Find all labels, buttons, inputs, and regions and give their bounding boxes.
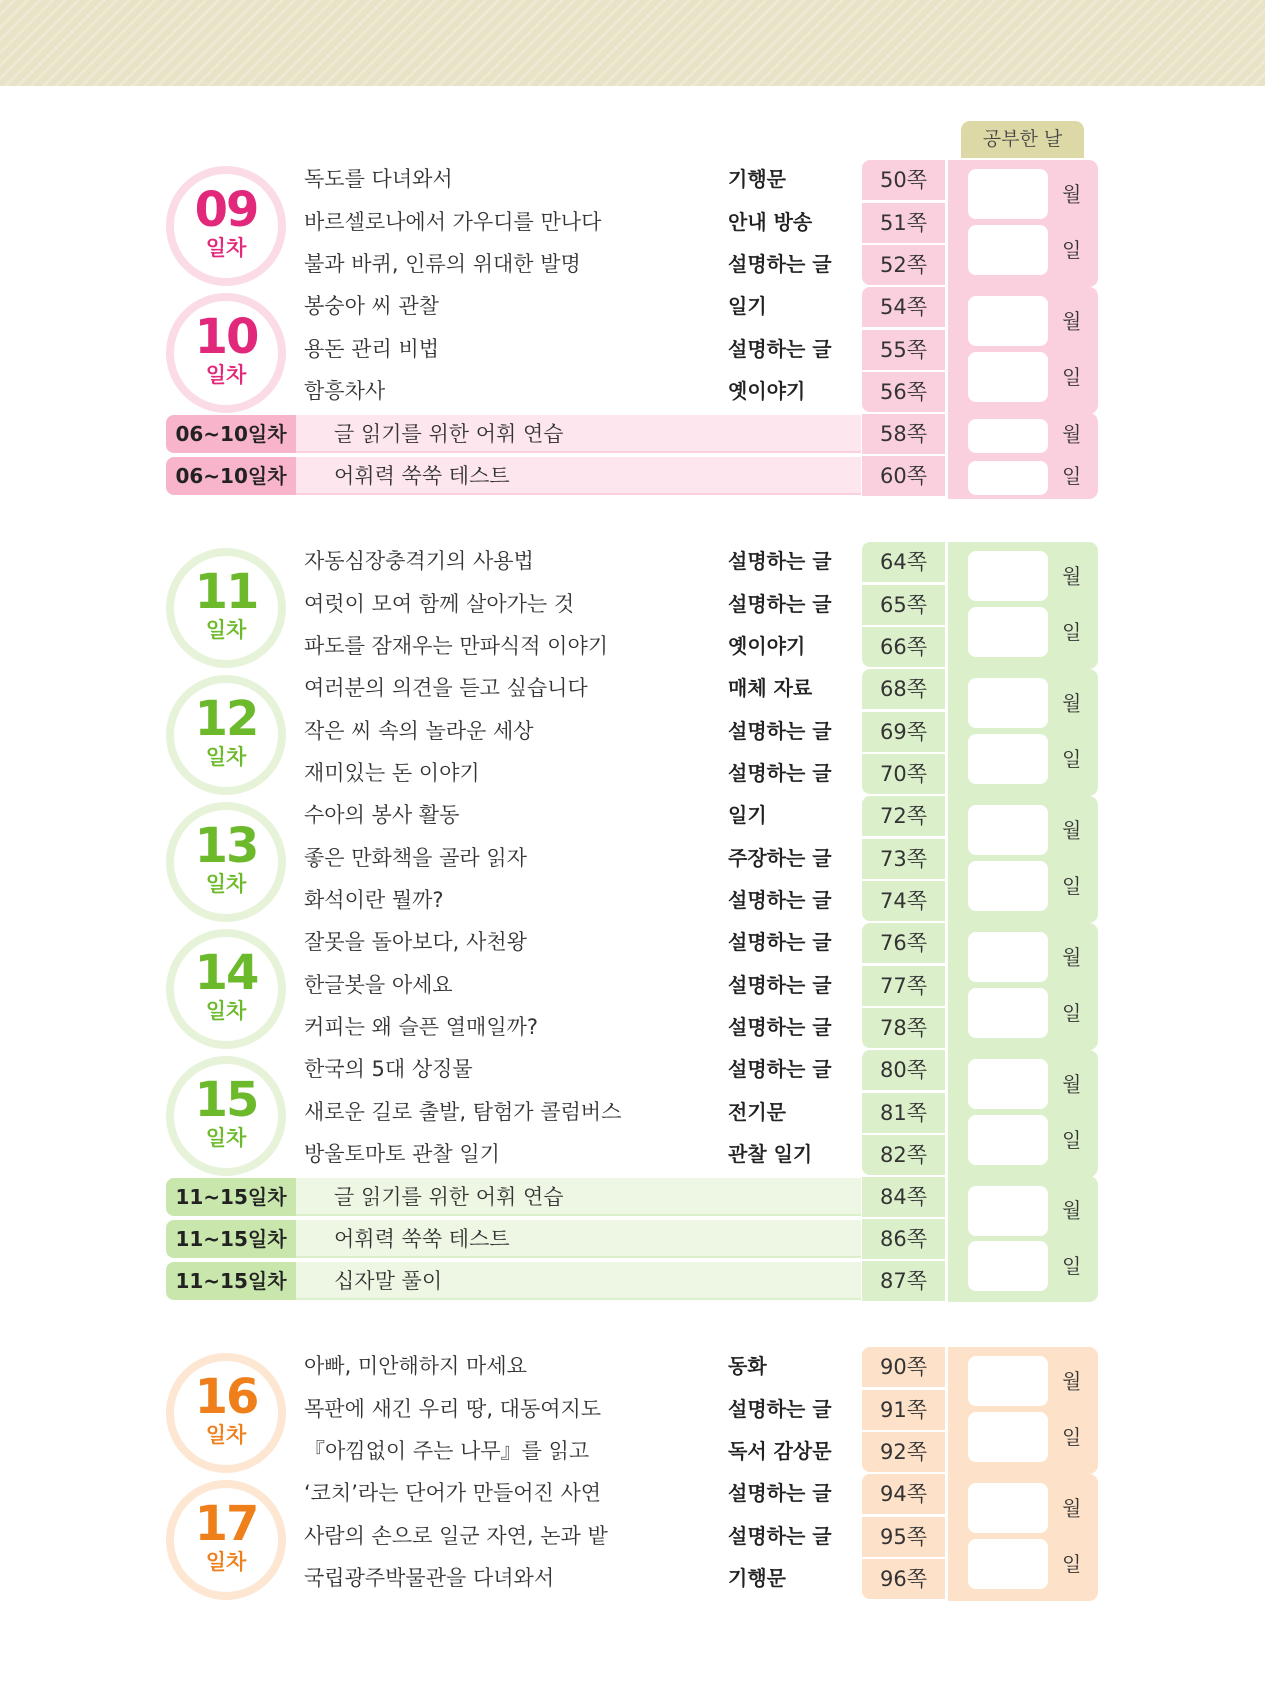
reading-title: 커피는 왜 슬픈 열매일까? — [304, 1015, 539, 1039]
review-range-tag: 11~15일차 — [166, 1262, 296, 1300]
day-label: 일차 — [205, 745, 247, 769]
reading-title: 목판에 새긴 우리 땅, 대동여지도 — [304, 1396, 602, 1421]
study-date-block — [948, 796, 1098, 923]
reading-title: 수아의 봉사 활동 — [304, 803, 460, 827]
month-unit-label: 월 — [1062, 945, 1082, 969]
month-input-box[interactable] — [968, 551, 1048, 601]
day-label: 일차 — [205, 872, 247, 896]
month-unit-label: 월 — [1062, 1369, 1082, 1393]
study-date-block — [948, 923, 1098, 1050]
page-number: 77쪽 — [862, 966, 945, 1006]
reading-genre: 설명하는 글 — [728, 972, 832, 997]
page-number: 69쪽 — [862, 712, 945, 752]
reading-genre: 설명하는 글 — [728, 1481, 832, 1505]
review-title: 십자말 풀이 — [334, 1269, 443, 1293]
reading-title: 자동심장충격기의 사용법 — [304, 549, 534, 573]
reading-title: 한글봇을 아세요 — [304, 972, 453, 997]
review-page-number: 86쪽 — [862, 1219, 945, 1259]
reading-title: 작은 씨 속의 놀라운 세상 — [304, 718, 534, 743]
month-unit-label: 월 — [1062, 309, 1082, 333]
reading-genre: 일기 — [728, 803, 767, 827]
study-date-block — [948, 160, 1098, 287]
reading-title: 『아낌없이 주는 나무』를 읽고 — [304, 1439, 590, 1463]
day-number: 15 — [194, 1072, 258, 1128]
review-title: 글 읽기를 위한 어휘 연습 — [334, 422, 564, 446]
reading-genre: 안내 방송 — [728, 209, 813, 234]
day-input-box[interactable] — [968, 1539, 1048, 1589]
month-unit-label: 월 — [1062, 564, 1082, 588]
day-unit-label: 일 — [1062, 747, 1082, 771]
month-input-box[interactable] — [968, 1059, 1048, 1109]
day-input-box[interactable] — [968, 352, 1048, 402]
month-unit-label: 월 — [1062, 1496, 1082, 1520]
day-badge — [166, 1056, 286, 1176]
reading-genre: 설명하는 글 — [728, 1396, 832, 1421]
page-number: 72쪽 — [862, 796, 945, 836]
day-label: 일차 — [205, 1423, 247, 1447]
reading-title: 아빠, 미안해하지 마세요 — [304, 1354, 527, 1378]
reading-title: 봉숭아 씨 관찰 — [304, 294, 440, 318]
page-number: 91쪽 — [862, 1390, 945, 1430]
reading-genre: 설명하는 글 — [728, 549, 832, 573]
study-date-block — [948, 1347, 1098, 1474]
month-input-box[interactable] — [968, 419, 1048, 453]
reading-title: 함흥차사 — [304, 379, 386, 403]
month-input-box[interactable] — [968, 1356, 1048, 1406]
reading-genre: 독서 감상문 — [728, 1439, 832, 1463]
day-label: 일차 — [205, 236, 247, 260]
reading-genre: 매체 자료 — [728, 676, 813, 700]
page-number: 74쪽 — [862, 881, 945, 921]
day-badge — [166, 166, 286, 286]
day-badge — [166, 1480, 286, 1600]
reading-genre: 설명하는 글 — [728, 591, 832, 616]
review-range-tag: 11~15일차 — [166, 1220, 296, 1258]
month-input-box[interactable] — [968, 932, 1048, 982]
day-unit-label: 일 — [1062, 365, 1082, 389]
review-title: 어휘력 쑥쑥 테스트 — [334, 464, 510, 488]
review-range-tag: 06~10일차 — [166, 457, 296, 495]
page-number: 78쪽 — [862, 1008, 945, 1048]
study-date-block — [948, 1050, 1098, 1177]
reading-title: 국립광주박물관을 다녀와서 — [304, 1566, 555, 1590]
day-badge — [166, 548, 286, 668]
day-input-box[interactable] — [968, 225, 1048, 275]
day-label: 일차 — [205, 1126, 247, 1150]
page-number: 56쪽 — [862, 372, 945, 412]
reading-genre: 설명하는 글 — [728, 930, 832, 954]
day-number: 14 — [194, 945, 258, 1001]
reading-title: 불과 바퀴, 인류의 위대한 발명 — [304, 252, 581, 276]
day-unit-label: 일 — [1062, 620, 1082, 644]
reading-genre: 관찰 일기 — [728, 1142, 813, 1166]
studied-date-header: 공부한 날 — [961, 121, 1084, 158]
day-number: 11 — [194, 564, 258, 620]
reading-genre: 설명하는 글 — [728, 1523, 832, 1548]
review-page-number: 84쪽 — [862, 1177, 945, 1217]
reading-title: 좋은 만화책을 골라 읽자 — [304, 845, 527, 870]
page-number: 70쪽 — [862, 754, 945, 794]
day-unit-label: 일 — [1062, 1001, 1082, 1025]
day-unit-label: 일 — [1062, 238, 1082, 262]
month-unit-label: 월 — [1062, 1072, 1082, 1096]
reading-genre: 설명하는 글 — [728, 888, 832, 912]
page-number: 54쪽 — [862, 287, 945, 327]
day-badge — [166, 802, 286, 922]
day-unit-label: 일 — [1062, 1128, 1082, 1152]
reading-genre: 설명하는 글 — [728, 1057, 832, 1081]
reading-genre: 설명하는 글 — [728, 336, 832, 361]
review-page-number: 58쪽 — [862, 414, 945, 454]
review-page-number: 60쪽 — [862, 456, 945, 496]
review-title: 어휘력 쑥쑥 테스트 — [334, 1227, 510, 1251]
page-number: 96쪽 — [862, 1559, 945, 1599]
reading-genre: 기행문 — [728, 167, 786, 191]
page-number: 66쪽 — [862, 627, 945, 667]
reading-title: 여러분의 의견을 듣고 싶습니다 — [304, 676, 588, 700]
reading-genre: 동화 — [728, 1354, 767, 1378]
reading-title: 여럿이 모여 함께 살아가는 것 — [304, 591, 575, 616]
day-input-box[interactable] — [968, 1412, 1048, 1462]
reading-genre: 옛이야기 — [728, 379, 806, 403]
reading-genre: 설명하는 글 — [728, 252, 832, 276]
reading-title: ‘코치’라는 단어가 만들어진 사연 — [304, 1481, 602, 1505]
page-number: 64쪽 — [862, 542, 945, 582]
reading-genre: 일기 — [728, 294, 767, 318]
reading-genre: 주장하는 글 — [728, 845, 832, 870]
review-range-tag: 06~10일차 — [166, 415, 296, 453]
page-number: 76쪽 — [862, 923, 945, 963]
day-input-box[interactable] — [968, 461, 1048, 495]
page-number: 92쪽 — [862, 1432, 945, 1472]
page-number: 80쪽 — [862, 1050, 945, 1090]
day-label: 일차 — [205, 618, 247, 642]
reading-genre: 기행문 — [728, 1566, 786, 1590]
month-unit-label: 월 — [1062, 182, 1082, 206]
reading-title: 재미있는 돈 이야기 — [304, 761, 480, 785]
day-number: 17 — [194, 1496, 258, 1552]
month-input-box[interactable] — [968, 1483, 1048, 1533]
page-number: 73쪽 — [862, 839, 945, 879]
page-number: 65쪽 — [862, 585, 945, 625]
day-badge — [166, 293, 286, 413]
month-input-box[interactable] — [968, 296, 1048, 346]
study-date-block — [948, 1176, 1098, 1302]
reading-genre: 옛이야기 — [728, 634, 806, 658]
page-number: 52쪽 — [862, 245, 945, 285]
day-label: 일차 — [205, 999, 247, 1023]
month-input-box[interactable] — [968, 805, 1048, 855]
study-date-block — [948, 413, 1098, 499]
page-number: 90쪽 — [862, 1347, 945, 1387]
day-input-box[interactable] — [968, 1115, 1048, 1165]
day-label: 일차 — [205, 1550, 247, 1574]
study-date-block — [948, 669, 1098, 796]
reading-title: 용돈 관리 비법 — [304, 336, 440, 361]
reading-title: 파도를 잠재우는 만파식적 이야기 — [304, 634, 609, 658]
reading-title: 사람의 손으로 일군 자연, 논과 밭 — [304, 1523, 608, 1548]
reading-genre: 설명하는 글 — [728, 1015, 832, 1039]
day-input-box[interactable] — [968, 861, 1048, 911]
month-unit-label: 월 — [1062, 691, 1082, 715]
page-number: 82쪽 — [862, 1135, 945, 1175]
reading-title: 화석이란 뭘까? — [304, 888, 444, 912]
day-number: 12 — [194, 691, 258, 747]
study-date-block — [948, 1474, 1098, 1601]
page-number: 94쪽 — [862, 1474, 945, 1514]
day-unit-label: 일 — [1062, 874, 1082, 898]
month-unit-label: 월 — [1062, 818, 1082, 842]
top-decorative-band — [0, 0, 1265, 86]
day-number: 13 — [194, 818, 258, 874]
day-badge — [166, 675, 286, 795]
review-page-number: 87쪽 — [862, 1261, 945, 1301]
month-input-box[interactable] — [968, 1186, 1048, 1236]
reading-genre: 전기문 — [728, 1099, 786, 1124]
day-input-box[interactable] — [968, 988, 1048, 1038]
day-input-box[interactable] — [968, 1241, 1048, 1291]
page-number: 55쪽 — [862, 330, 945, 370]
day-number: 16 — [194, 1369, 258, 1425]
day-unit-label: 일 — [1062, 464, 1082, 488]
day-unit-label: 일 — [1062, 1254, 1082, 1278]
day-unit-label: 일 — [1062, 1552, 1082, 1576]
day-input-box[interactable] — [968, 607, 1048, 657]
month-unit-label: 월 — [1062, 422, 1082, 446]
day-number: 09 — [194, 182, 258, 238]
month-unit-label: 월 — [1062, 1198, 1082, 1222]
reading-title: 바르셀로나에서 가우디를 만나다 — [304, 209, 602, 234]
review-range-tag: 11~15일차 — [166, 1178, 296, 1216]
day-unit-label: 일 — [1062, 1425, 1082, 1449]
study-date-block — [948, 542, 1098, 669]
month-input-box[interactable] — [968, 169, 1048, 219]
reading-genre: 설명하는 글 — [728, 718, 832, 743]
page-number: 95쪽 — [862, 1517, 945, 1557]
page-number: 50쪽 — [862, 160, 945, 200]
day-badge — [166, 929, 286, 1049]
review-title: 글 읽기를 위한 어휘 연습 — [334, 1185, 564, 1209]
day-number: 10 — [194, 309, 258, 365]
day-input-box[interactable] — [968, 734, 1048, 784]
month-input-box[interactable] — [968, 678, 1048, 728]
page-number: 81쪽 — [862, 1093, 945, 1133]
day-badge — [166, 1353, 286, 1473]
study-date-block — [948, 287, 1098, 414]
reading-title: 방울토마토 관찰 일기 — [304, 1142, 500, 1166]
page-number: 68쪽 — [862, 669, 945, 709]
reading-title: 독도를 다녀와서 — [304, 167, 453, 191]
reading-title: 한국의 5대 상징물 — [304, 1057, 473, 1081]
reading-title: 새로운 길로 출발, 탐험가 콜럼버스 — [304, 1099, 622, 1124]
reading-genre: 설명하는 글 — [728, 761, 832, 785]
page-number: 51쪽 — [862, 203, 945, 243]
reading-title: 잘못을 돌아보다, 사천왕 — [304, 930, 527, 954]
day-label: 일차 — [205, 363, 247, 387]
